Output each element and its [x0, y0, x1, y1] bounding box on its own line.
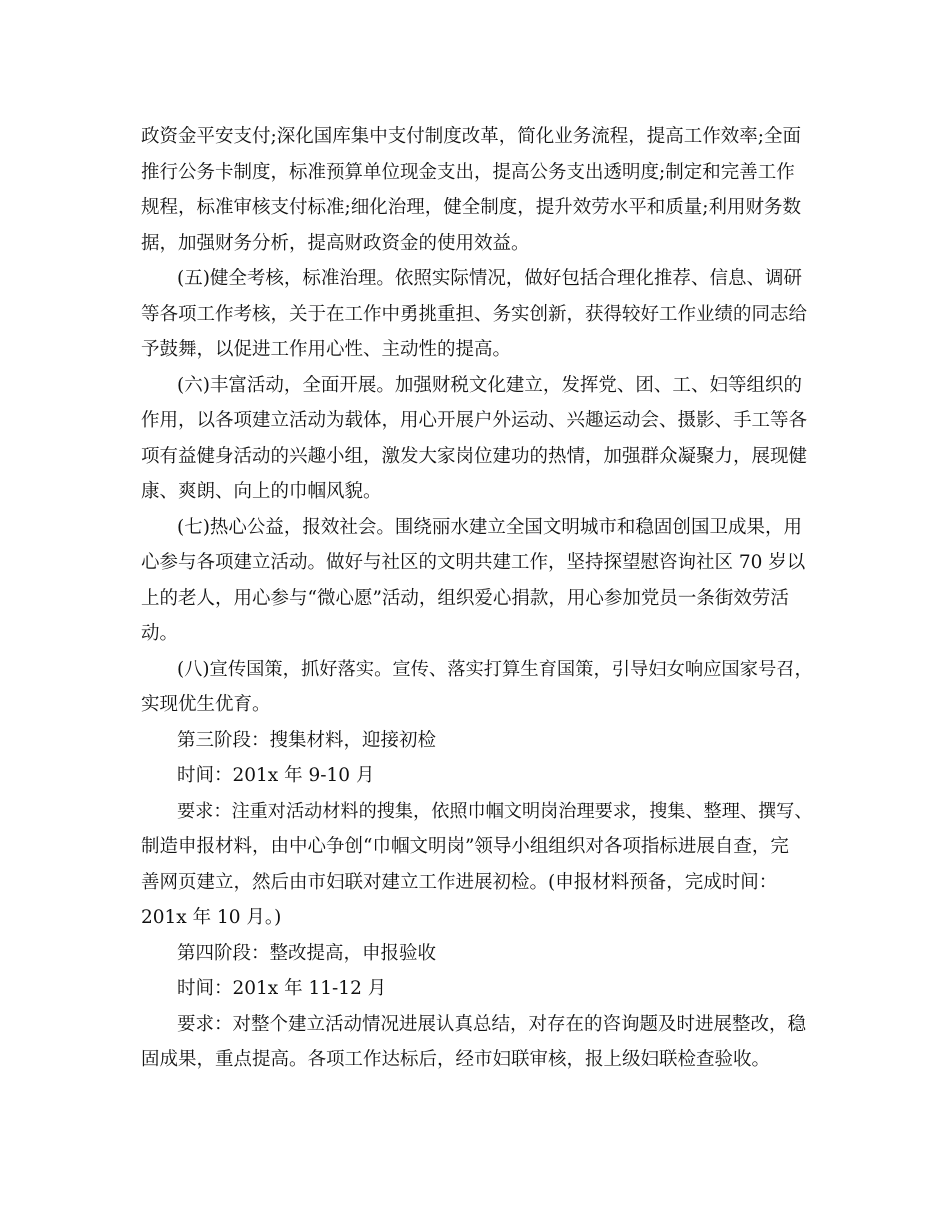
- text-line: 201x 年 10 月。): [141, 907, 282, 928]
- text-line: 时间：201x 年 9-10 月: [177, 765, 375, 786]
- text-line: 第四阶段：整改提高，申报验收: [177, 942, 437, 964]
- text-line: 规程，标准审核支付标准;细化治理，健全制度，提升效劳水平和质量;利用财务数: [141, 197, 801, 218]
- text-line: 心参与各项建立活动。做好与社区的文明共建工作，坚持探望慰咨询社区 70 岁以: [141, 552, 806, 573]
- text-line: 作用，以各项建立活动为载体，用心开展户外运动、兴趣运动会、摄影、手工等各: [141, 410, 808, 431]
- text-line: (八)宣传国策，抓好落实。宣传、落实打算生育国策，引导妇女响应国家号召，: [177, 658, 813, 680]
- text-line: 第三阶段：搜集材料，迎接初检: [177, 729, 437, 751]
- text-line: 推行公务卡制度，标准预算单位现金支出，提高公务支出透明度;制定和完善工作: [141, 161, 795, 183]
- text-line: 据，加强财务分析，提高财政资金的使用效益。: [141, 232, 530, 254]
- text-line: (五)健全考核，标准治理。依照实际情况，做好包括合理化推荐、信息、调研: [177, 268, 802, 289]
- text-line: (七)热心公益，报效社会。围绕丽水建立全国文明城市和稳固创国卫成果，用: [177, 516, 802, 538]
- text-line: 上的老人，用心参与“微心愿”活动，组织爱心捐款，用心参加党员一条街效劳活: [141, 587, 789, 609]
- text-line: 等各项工作考核，关于在工作中勇挑重担、务实创新，获得较好工作业绩的同志给: [141, 303, 808, 325]
- text-line: 动。: [141, 623, 179, 644]
- text-line: 实现优生优育。: [141, 694, 271, 715]
- text-line: 要求：对整个建立活动情况进展认真总结，对存在的咨询题及时进展整改，稳: [177, 1013, 807, 1035]
- text-line: 善网页建立，然后由市妇联对建立工作进展初检。(申报材料预备，完成时间：: [141, 871, 778, 893]
- text-line: 要求：注重对活动材料的搜集，依照巾帼文明岗治理要求，搜集、整理、撰写、: [177, 800, 813, 822]
- text-line: 制造申报材料，由中心争创“巾帼文明岗”领导小组组织对各项指标进展自查，完: [141, 836, 789, 857]
- document-body: [141, 119, 813, 1078]
- text-line: 政资金平安支付;深化国库集中支付制度改革，简化业务流程，提高工作效率;全面: [141, 126, 801, 147]
- text-line: 固成果，重点提高。各项工作达标后，经市妇联审核，报上级妇联检查验收。: [141, 1049, 771, 1070]
- text-line: 时间：201x 年 11-12 月: [177, 978, 387, 999]
- text-line: 康、爽朗、向上的巾帼风貌。: [141, 481, 382, 502]
- text-line: 项有益健身活动的兴趣小组，激发大家岗位建功的热情，加强群众凝聚力，展现健: [141, 445, 808, 467]
- text-line: 予鼓舞，以促进工作用心性、主动性的提高。: [141, 339, 512, 360]
- text-line: (六)丰富活动，全面开展。加强财税文化建立，发挥党、团、工、妇等组织的: [177, 374, 802, 396]
